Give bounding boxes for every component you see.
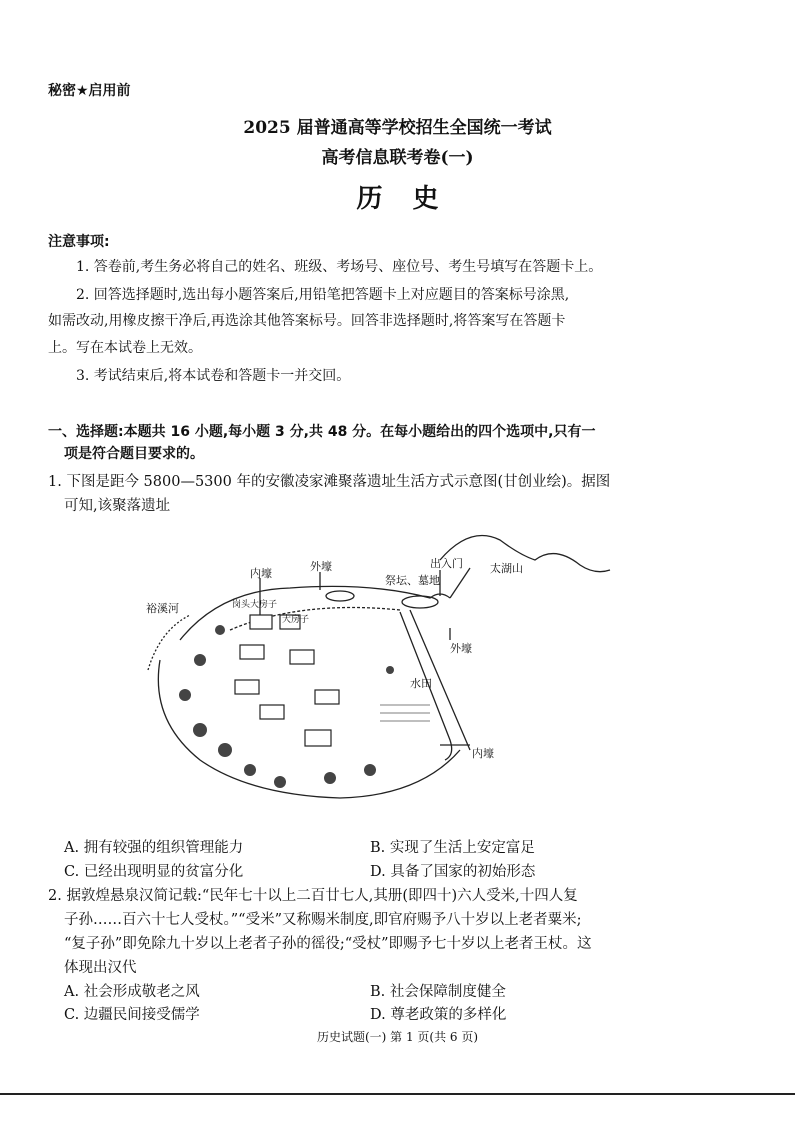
notice-line-5: 3. 考试结束后,将本试卷和答题卡一并交回。 bbox=[76, 368, 351, 384]
house bbox=[260, 705, 284, 719]
tree bbox=[179, 689, 191, 701]
altar-platform bbox=[402, 596, 438, 608]
q2-option-b[interactable]: B. 社会保障制度健全 bbox=[370, 984, 506, 1000]
tree bbox=[193, 723, 207, 737]
notice-line-1: 1. 答卷前,考生务必将自己的姓名、班级、考场号、座位号、考生号填写在答题卡上。 bbox=[76, 259, 603, 275]
label-altar: 祭坛、墓地 bbox=[385, 574, 440, 587]
q2-stem: 2. 据敦煌悬泉汉简记载:“民年七十以上二百廿七人,其册(即四十)六人受米,十四人复 bbox=[48, 888, 578, 904]
page-footer: 历史试题(一) 第 1 页(共 6 页) bbox=[316, 1030, 479, 1044]
house bbox=[250, 615, 272, 629]
tree bbox=[364, 764, 376, 776]
house bbox=[240, 645, 264, 659]
subject-title: 历史 bbox=[356, 184, 469, 214]
leader-gate bbox=[450, 568, 470, 598]
q2-stem-cont-3: 体现出汉代 bbox=[64, 960, 137, 976]
house bbox=[315, 690, 339, 704]
label-paddy: 水田 bbox=[410, 677, 432, 690]
bottom-rule bbox=[0, 1093, 795, 1095]
q2-option-d[interactable]: D. 尊老政策的多样化 bbox=[370, 1007, 507, 1023]
tree bbox=[215, 625, 225, 635]
mountain-ridge bbox=[440, 536, 610, 572]
notice-line-3: 如需改动,用橡皮擦干净后,再选涂其他答案标号。回答非选择题时,将答案写在答题卡 bbox=[48, 313, 566, 329]
tree bbox=[274, 776, 286, 788]
section-heading-cont: 项是符合题目要求的。 bbox=[64, 446, 204, 462]
section-heading: 一、选择题:本题共 16 小题,每小题 3 分,共 48 分。在每小题给出的四个选项中,只有一 bbox=[48, 424, 596, 440]
tree bbox=[194, 654, 206, 666]
tree bbox=[324, 772, 336, 784]
tree bbox=[386, 666, 394, 674]
notice-line-2: 2. 回答选择题时,选出每小题答案后,用铅笔把答题卡上对应题目的答案标号涂黑, bbox=[76, 287, 570, 303]
q1-stem-cont: 可知,该聚落遗址 bbox=[64, 498, 171, 514]
river-line bbox=[148, 615, 190, 670]
settlement-map bbox=[140, 520, 620, 820]
label-outer-moat-right: 外壕 bbox=[450, 642, 472, 655]
house bbox=[305, 730, 331, 746]
tree bbox=[218, 743, 232, 757]
exam-title: 2025 届普通高等学校招生全国统一考试 bbox=[243, 118, 552, 138]
exam-subtitle: 高考信息联考卷(一) bbox=[321, 148, 474, 168]
label-gate: 出入门 bbox=[430, 557, 463, 570]
q1-option-a[interactable]: A. 拥有较强的组织管理能力 bbox=[64, 840, 244, 856]
house bbox=[235, 680, 259, 694]
house bbox=[290, 650, 314, 664]
q1-option-b[interactable]: B. 实现了生活上安定富足 bbox=[370, 840, 535, 856]
q1-stem: 1. 下图是距今 5800—5300 年的安徽凌家滩聚落遗址生活方式示意图(甘创业绘)。据图 bbox=[48, 474, 611, 490]
q1-option-d[interactable]: D. 具备了国家的初始形态 bbox=[370, 864, 536, 880]
label-inner-moat-top: 内壕 bbox=[250, 567, 272, 580]
q2-option-a[interactable]: A. 社会形成敬老之风 bbox=[64, 984, 200, 1000]
label-outer-moat-top: 外壕 bbox=[310, 560, 332, 573]
q2-stem-cont-2: “复子孙”即免除九十岁以上老者子孙的徭役;“受杖”即赐予七十岁以上老者王杖。这 bbox=[64, 936, 592, 952]
label-inner-moat-bottom: 内壕 bbox=[472, 747, 494, 760]
label-river: 裕溪河 bbox=[146, 602, 179, 615]
notice-heading: 注意事项: bbox=[48, 234, 110, 250]
notice-line-4: 上。写在本试卷上无效。 bbox=[48, 340, 202, 356]
q1-option-c[interactable]: C. 已经出现明显的贫富分化 bbox=[64, 864, 244, 880]
label-big-house2: 大房子 bbox=[282, 615, 310, 625]
q2-stem-cont-1: 子孙……百六十七人受杖。”“受米”又称赐米制度,即官府赐予八十岁以上老者粟米; bbox=[64, 912, 582, 928]
label-big-house: 岗头大房子 bbox=[232, 600, 278, 610]
confidential-label: 秘密★启用前 bbox=[48, 83, 131, 99]
cemetery-platform bbox=[326, 591, 354, 601]
q2-option-c[interactable]: C. 边疆民间接受儒学 bbox=[64, 1007, 200, 1023]
label-mountain: 太湖山 bbox=[490, 562, 523, 575]
tree bbox=[244, 764, 256, 776]
